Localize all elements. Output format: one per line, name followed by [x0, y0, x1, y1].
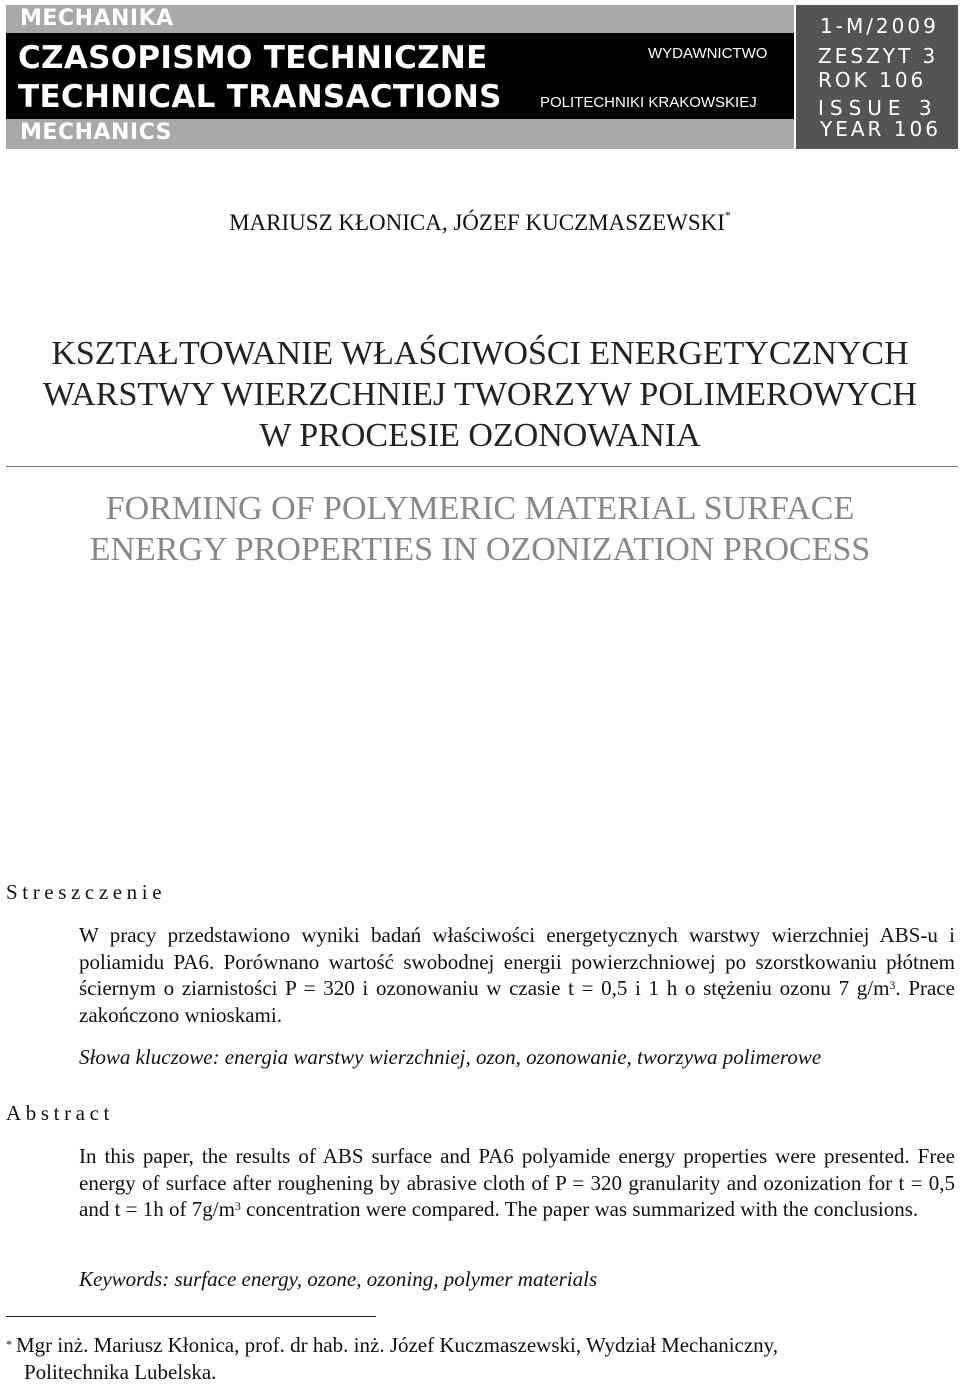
- title-english: [0, 488, 960, 570]
- abstract-text: [79, 1143, 955, 1223]
- title-pl-line1: KSZTAŁTOWANIE WŁAŚCIWOŚCI ENERGETYCZNYCH: [51, 335, 909, 372]
- journal-banner: [6, 5, 958, 149]
- zeszyt-number: ZESZYT 3: [818, 44, 939, 68]
- footnote-text-line1: Mgr inż. Mariusz Kłonica, prof. dr hab. inż. Józef Kuczmaszewski, Wydział Mechaniczny,: [16, 1333, 779, 1357]
- footnote: [6, 1332, 954, 1385]
- abstract-superscript: 3: [234, 1199, 241, 1214]
- issue-number: ISSUE 3: [818, 96, 938, 120]
- series-en: MECHANICS: [20, 120, 173, 145]
- title-pl-line2: WARSTWY WIERZCHNIEJ TWORZYW POLIMEROWYCH: [42, 376, 918, 413]
- abstract-body-end: concentration were compared. The paper was summarized with the conclusions.: [240, 1197, 919, 1222]
- keywords-en: Keywords: surface energy, ozone, ozoning, polymer materials: [79, 1267, 598, 1291]
- year-number: YEAR 106: [820, 117, 941, 141]
- journal-title-pl: CZASOPISMO TECHNICZNE: [18, 40, 488, 76]
- authors-line: [0, 210, 960, 236]
- streszczenie-body: W pracy przedstawiono wyniki badań właściwości energetycznych warstwy wierzchniej ABS-u i poliamidu PA6. Porównano wartość swobodnej energii powierzchniowej po szorstkowaniu płótnem ściernym o ziarnistości P = 320 i ozonowaniu w czasie t = 0,5 i 1 h o stężeniu ozonu 7 g/m: [79, 923, 955, 1001]
- footnote-mark: *: [6, 1337, 12, 1351]
- authors-names: MARIUSZ KŁONICA, JÓZEF KUCZMASZEWSKI: [229, 210, 725, 235]
- streszczenie-heading: Streszczenie: [6, 880, 167, 904]
- authors-footnote-mark: *: [724, 208, 731, 222]
- publisher-line2: POLITECHNIKI KRAKOWSKIEJ: [540, 94, 757, 111]
- keywords-pl: Słowa kluczowe: energia warstwy wierzchniej, ozon, ozonowanie, tworzywa polimerowe: [79, 1045, 822, 1069]
- streszczenie-superscript: 3: [889, 978, 896, 993]
- title-pl-line3: W PROCESIE OZONOWANIA: [259, 417, 701, 454]
- abstract-heading: Abstract: [6, 1101, 114, 1125]
- rok-number: ROK 106: [818, 68, 927, 92]
- journal-title-en: TECHNICAL TRANSACTIONS: [18, 79, 502, 115]
- title-polish: [0, 333, 960, 456]
- footnote-text-line2: Politechnika Lubelska.: [24, 1359, 217, 1384]
- series-pl: MECHANIKA: [20, 6, 174, 31]
- title-en-line2: ENERGY PROPERTIES IN OZONIZATION PROCESS: [89, 531, 871, 568]
- streszczenie-text: [79, 922, 955, 1029]
- issue-code: 1-M/2009: [820, 14, 939, 38]
- title-en-line1: FORMING OF POLYMERIC MATERIAL SURFACE: [105, 490, 855, 527]
- publisher-line1: WYDAWNICTWO: [648, 45, 768, 62]
- streszczenie-body-end: . Prace zakończono wnioskami.: [79, 976, 955, 1028]
- footnote-rule: [6, 1316, 376, 1317]
- abstract-body: In this paper, the results of ABS surface and PA6 polyamide energy properties were presented. Free energy of surface after roughening by abrasive cloth of P = 320 granularity and ozonization for t = 0,5 and t = 1h of 7g/m: [79, 1144, 955, 1222]
- title-divider: [6, 466, 958, 467]
